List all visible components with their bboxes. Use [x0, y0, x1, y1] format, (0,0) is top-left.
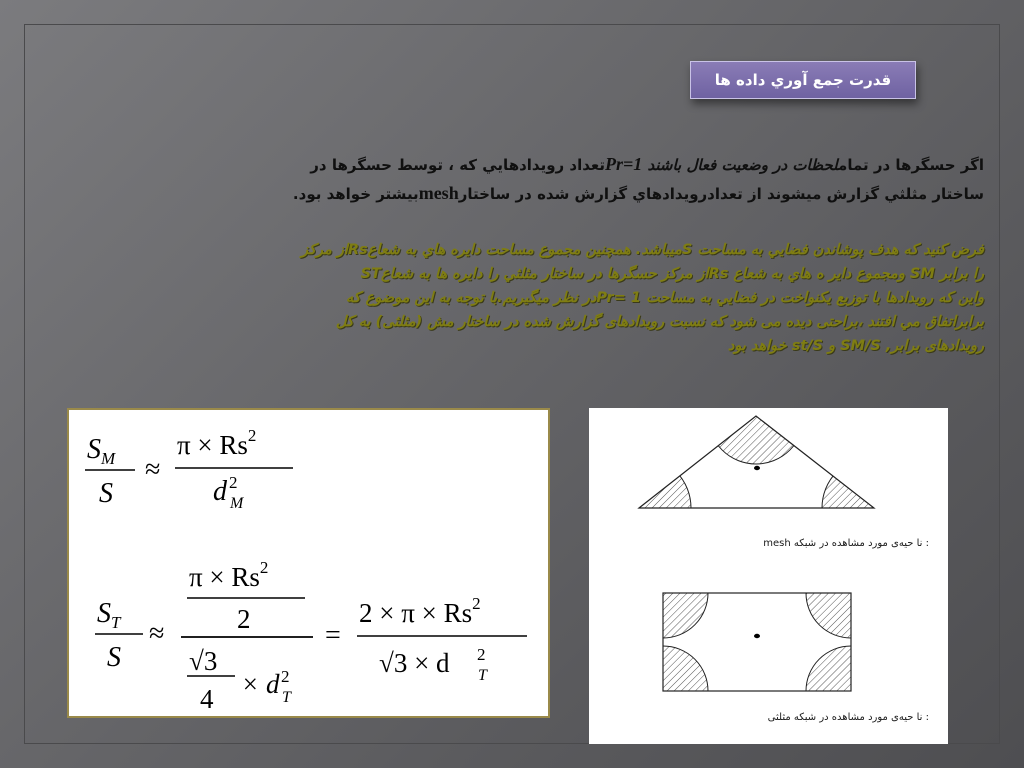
f1-s: S: [99, 478, 113, 509]
f1-denominator: d: [213, 476, 227, 507]
paragraph-assumption-line2: را برابر SM ومجموع داير ه هاي به شعاع Rsاز مركز حسگرها در ساختار مثلثي را دايره ها به شعاعST: [360, 266, 984, 282]
f2-top-numerator: $\pi \times Rs^2$: [189, 558, 269, 592]
f1-sm: $S_M$: [87, 434, 116, 468]
f2-st: $S_T$: [97, 598, 121, 632]
f1-approx: ≈: [145, 454, 161, 485]
paragraph-assumption-line3: واين كه رويدادها با توزيع يكنواخت در فضايي به مساحت 1 =Prدر نظر ميگيريم.با توجه به اين موضوع كه: [345, 290, 984, 306]
formula-svg: [69, 410, 548, 716]
text-span: بیشتر خواهد بود.: [292, 185, 419, 203]
mesh-corner-hatching: [618, 548, 896, 736]
f1-den-sup: 2: [229, 473, 238, 492]
text-span-italic: لحظات در وضعیت فعال باشند: [642, 156, 839, 174]
paragraph-assumption-line5: رویدادهای برابر, SM/S و st/S خواهد بود: [727, 338, 984, 354]
f2-bottom-sqrt3: √3: [189, 646, 218, 676]
f1-den-sub: M: [230, 495, 244, 512]
figure-caption-mesh: : نا حیه‌ی مورد مشاهده در شبکه mesh: [763, 538, 929, 549]
f2-s: S: [107, 642, 121, 673]
paragraph-intro-line1: [160, 150, 984, 179]
triangle-center-dot: [754, 466, 760, 470]
paragraph-assumption-line4: برابراتفاق مي افتند ،براحتی دیده می شود که نسبت رویدادهای گزارش شده در ساختار مش (مثلثی) به کل: [335, 314, 984, 330]
f2-bottom-sub: T: [282, 689, 291, 706]
mesh-center-dot: [754, 634, 760, 638]
coverage-figure: [589, 408, 948, 744]
formula-image: [67, 408, 550, 718]
pr-symbol: Pr=1: [605, 154, 643, 174]
slide-title: قدرت جمع آوري داده ها: [690, 61, 916, 99]
paragraph-assumption-line1: فرض كنید كه هدف پوشاندن فضايي به مساحت Sمیباشد. همچنین مجموع مساحت دايره هاي به شعاعRsاز مركز: [301, 242, 984, 258]
f2-top-denominator: 2: [237, 604, 251, 634]
f2-bottom-dt: × d: [241, 669, 280, 699]
text-span: اگر حسگرها در تمام: [838, 156, 984, 174]
f2-right-numerator: $2 \times \pi \times Rs^2$: [359, 594, 481, 628]
f2-right-den-sup: 2: [477, 645, 486, 664]
f1-numerator: $\pi \times Rs^2$: [177, 426, 257, 460]
mesh-word: mesh: [418, 183, 459, 203]
f2-right-denominator: √3 × d: [379, 648, 450, 678]
f2-approx: ≈: [149, 618, 165, 649]
f2-bottom-4: 4: [200, 684, 214, 714]
f2-bottom-sup: 2: [281, 667, 290, 686]
paragraph-assumption: [50, 238, 984, 358]
text-span: ساختار مثلثي گزارش میشوند از تعدادرویدادهاي گزارش شده در ساختار: [458, 185, 984, 203]
figure-caption-triangular: : نا حیه‌ی مورد مشاهده در شبکه مثلثی: [767, 712, 929, 723]
f2-equals: =: [325, 620, 341, 651]
coverage-figure-svg: [589, 408, 948, 744]
paragraph-intro-line2: [160, 179, 984, 208]
text-span: تعداد رویدادهايي كه ، توسط حسگرها در: [310, 156, 606, 174]
paragraph-intro: [160, 150, 984, 208]
f2-right-den-sub: T: [478, 667, 487, 684]
